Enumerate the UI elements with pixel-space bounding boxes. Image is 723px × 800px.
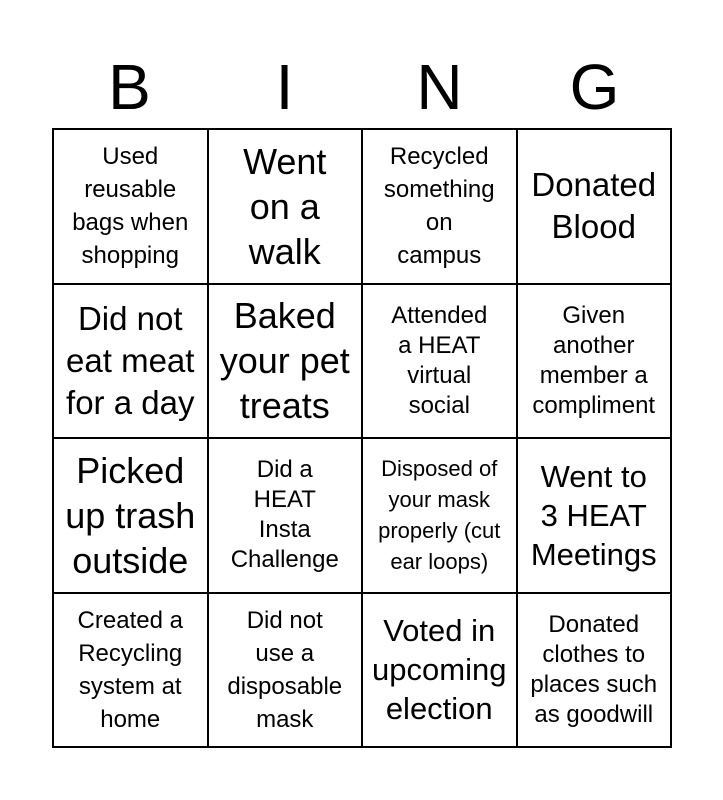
- cell-text: Recycled something on campus: [383, 143, 495, 270]
- cell-text: Used reusable bags when shopping: [72, 143, 189, 270]
- cell-text: Baked your pet treats: [219, 295, 350, 427]
- header-letter-n: N: [416, 51, 463, 123]
- bingo-cell[interactable]: [53, 284, 208, 439]
- bingo-cell[interactable]: [53, 438, 208, 593]
- bingo-board: [52, 128, 672, 748]
- header-letter-b: B: [108, 51, 151, 123]
- cell-text: Donated Blood: [531, 166, 657, 246]
- cell-text: Went on a walk: [243, 140, 327, 272]
- cell-text: Created a Recycling system at home: [77, 606, 183, 733]
- bingo-cell[interactable]: [517, 284, 672, 439]
- cell-text: Disposed of your mask properly (cut ear loops): [378, 456, 501, 575]
- header-letter-g: G: [569, 51, 620, 123]
- bingo-cell[interactable]: [208, 593, 363, 748]
- cell-text: Donated clothes to places such as goodwill: [530, 610, 658, 728]
- cell-text: Attended a HEAT virtual social: [391, 301, 488, 419]
- bingo-cell[interactable]: [517, 593, 672, 748]
- bingo-cell[interactable]: [53, 129, 208, 284]
- cell-text: Did a HEAT Insta Challenge: [230, 456, 339, 574]
- cell-text: Picked up trash outside: [65, 449, 196, 581]
- cell-text: Given another member a compliment: [532, 301, 656, 419]
- bingo-cell[interactable]: [517, 129, 672, 284]
- cell-text: Voted in upcoming election: [372, 613, 507, 727]
- bingo-cell[interactable]: [362, 284, 517, 439]
- bingo-cell[interactable]: [362, 438, 517, 593]
- bingo-cell[interactable]: [208, 129, 363, 284]
- header-letter-i: I: [275, 51, 294, 123]
- bingo-cell[interactable]: [362, 129, 517, 284]
- cell-text: Did not use a disposable mask: [227, 606, 343, 733]
- bingo-header: [52, 52, 672, 122]
- bingo-cell[interactable]: [208, 438, 363, 593]
- bingo-cell[interactable]: [208, 284, 363, 439]
- bingo-cell[interactable]: [362, 593, 517, 748]
- bingo-cell[interactable]: [53, 593, 208, 748]
- cell-text: Went to 3 HEAT Meetings: [530, 458, 657, 572]
- cell-text: Did not eat meat for a day: [66, 299, 195, 421]
- bingo-cell[interactable]: [517, 438, 672, 593]
